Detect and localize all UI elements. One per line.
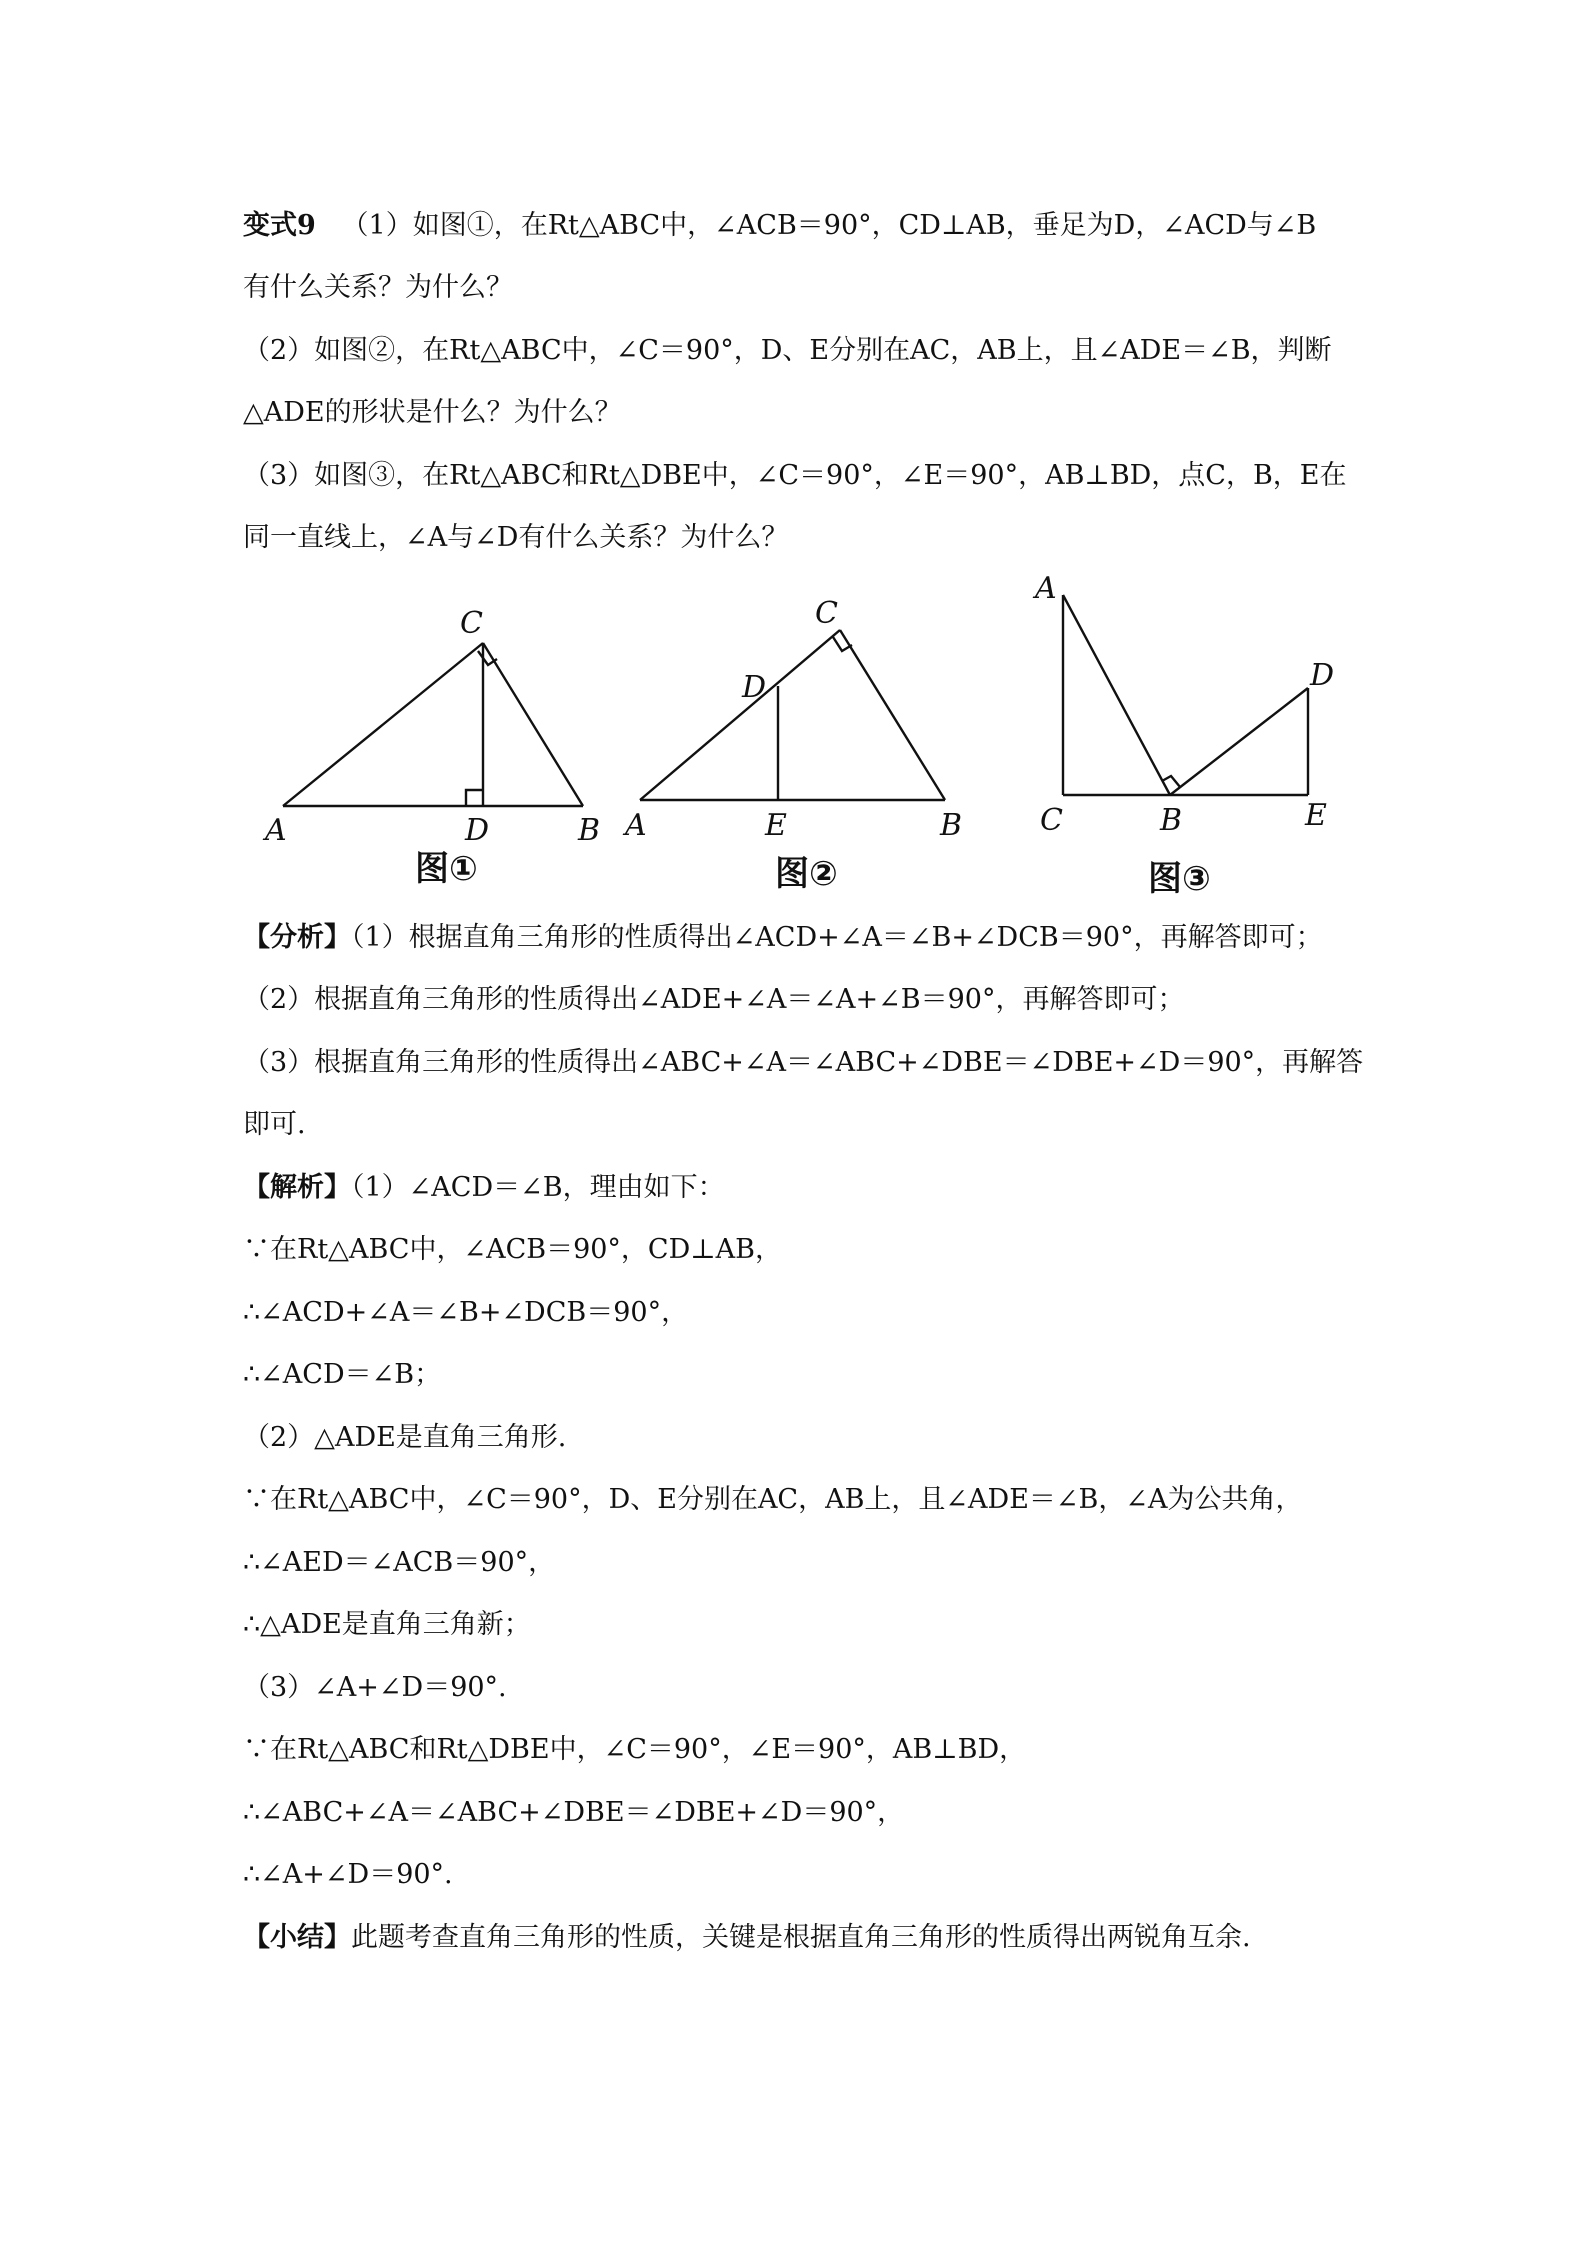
fig2-caption: 图② (775, 854, 838, 894)
fig1-caption: 图① (415, 849, 478, 889)
solution-line-8: ∴△ADE是直角三角新； (243, 1609, 531, 1640)
problem-line-6: 同一直线上，∠A与∠D有什么关系？为什么？ (243, 522, 789, 553)
summary-line: 【小结】此题考查直角三角形的性质，关键是根据直角三角形的性质得出两锐角互余. (243, 1922, 1251, 1953)
problem-line-2: 有什么关系？为什么？ (243, 272, 513, 303)
analysis-line-2: （2）根据直角三角形的性质得出∠ADE+∠A＝∠A+∠B＝90°，再解答即可； (243, 984, 1185, 1015)
solution-line-7: ∴∠AED＝∠ACB＝90°， (243, 1547, 556, 1578)
solution-line-2: ∵在Rt△ABC中，∠ACB＝90°，CD⊥AB， (243, 1234, 782, 1265)
fig1-label-D: D (465, 813, 490, 848)
problem-tag: 变式9 (243, 210, 316, 241)
fig3-label-C: C (1040, 803, 1063, 838)
problem-line-5: （3）如图③，在Rt△ABC和Rt△DBE中，∠C＝90°，∠E＝90°，AB⊥BD，点C，B，E在 (243, 460, 1347, 491)
figure-3-diagram (1032, 571, 1334, 899)
figure-1-diagram (262, 606, 600, 889)
fig1-label-B: B (578, 813, 601, 848)
fig3-label-D: D (1310, 658, 1335, 693)
analysis-line-4: 即可. (243, 1109, 306, 1140)
fig3-label-B: B (1160, 803, 1183, 838)
fig3-label-A: A (1035, 571, 1057, 606)
fig2-label-B: B (940, 808, 963, 843)
figure-2-diagram (622, 596, 962, 894)
problem-line-1: 变式9 （1）如图①，在Rt△ABC中，∠ACB＝90°，CD⊥AB，垂足为D，∠ACD与∠B (243, 210, 1317, 241)
solution-line-12: ∴∠A+∠D＝90°. (243, 1859, 453, 1890)
solution-heading: 【解析】 (243, 1172, 351, 1203)
fig1-label-A: A (265, 813, 287, 848)
solution-line-5: （2）△ADE是直角三角形. (243, 1422, 567, 1453)
solution-line-11: ∴∠ABC+∠A＝∠ABC+∠DBE＝∠DBE+∠D＝90°， (243, 1797, 905, 1828)
solution-line-9: （3）∠A+∠D＝90°. (243, 1672, 507, 1703)
fig3-caption: 图③ (1148, 859, 1211, 899)
analysis-heading: 【分析】 (243, 922, 351, 953)
fig2-label-D: D (742, 670, 767, 705)
analysis-line-1: 【分析】（1）根据直角三角形的性质得出∠ACD+∠A＝∠B+∠DCB＝90°，再解答即可； (243, 922, 1323, 953)
fig1-label-C: C (460, 606, 483, 641)
solution-line-4: ∴∠ACD＝∠B； (243, 1359, 442, 1390)
solution-line-3: ∴∠ACD+∠A＝∠B+∠DCB＝90°， (243, 1297, 689, 1328)
problem-line-4: △ADE的形状是什么？为什么？ (243, 397, 622, 428)
problem-line-3: （2）如图②，在Rt△ABC中，∠C＝90°，D、E分别在AC，AB上，且∠ADE＝∠B，判断 (243, 335, 1332, 366)
solution-line-1: 【解析】（1）∠ACD＝∠B，理由如下： (243, 1172, 725, 1203)
solution-line-10: ∵在Rt△ABC和Rt△DBE中，∠C＝90°，∠E＝90°，AB⊥BD， (243, 1734, 1027, 1765)
fig2-label-C: C (815, 596, 838, 631)
fig2-label-A: A (625, 808, 647, 843)
summary-heading: 【小结】 (243, 1922, 351, 1953)
analysis-line-3: （3）根据直角三角形的性质得出∠ABC+∠A＝∠ABC+∠DBE＝∠DBE+∠D＝90°，再解答 (243, 1047, 1364, 1078)
solution-line-6: ∵在Rt△ABC中，∠C＝90°，D、E分别在AC，AB上，且∠ADE＝∠B，∠A为公共角， (243, 1484, 1303, 1515)
fig2-label-E: E (765, 808, 787, 843)
fig3-label-E: E (1305, 798, 1327, 833)
